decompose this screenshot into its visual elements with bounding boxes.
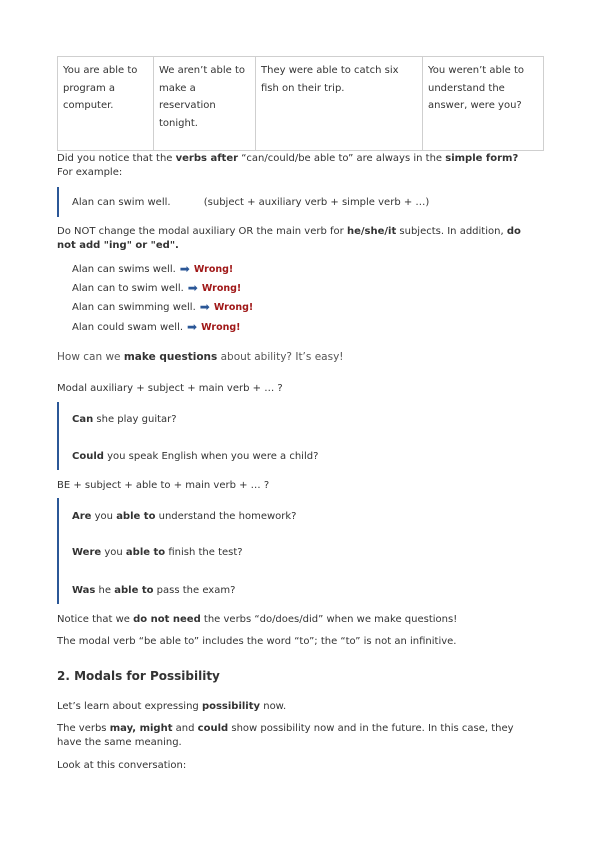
quote-bar bbox=[57, 402, 59, 470]
text: he bbox=[95, 585, 115, 596]
section-heading: 2. Modals for Possibility bbox=[57, 669, 220, 683]
bold-text: do not need bbox=[133, 614, 201, 625]
text: she play guitar? bbox=[93, 414, 177, 425]
wrong-sentence: Alan could swam well. bbox=[72, 322, 184, 333]
text: understand the homework? bbox=[155, 511, 297, 522]
text: the verbs “do/does/did” when we make questions! bbox=[200, 614, 458, 625]
bold-text: Was bbox=[72, 585, 96, 596]
rule-paragraph bbox=[57, 225, 537, 253]
bold-text: possibility bbox=[201, 701, 261, 712]
text: For example: bbox=[57, 167, 123, 178]
text: Do NOT change the modal auxiliary OR the main verb for bbox=[57, 226, 347, 237]
table-cell: They were able to catch six fish on their trip. bbox=[256, 57, 423, 151]
wrong-label: Wrong! bbox=[201, 283, 242, 294]
text: about ability? It’s easy! bbox=[217, 351, 344, 363]
bold-text: Are bbox=[72, 511, 92, 522]
notice-be-able-to: The modal verb “be able to” includes the word “to”; the “to” is not an infinitive. bbox=[57, 636, 457, 647]
text: show possibility now and in the future. In this case, they have the same meaning. bbox=[57, 723, 514, 748]
bold-text: able to bbox=[116, 511, 156, 522]
be-question bbox=[72, 546, 243, 559]
bold-text: able to bbox=[114, 585, 154, 596]
text: Notice that we bbox=[57, 614, 134, 625]
text: you bbox=[91, 511, 117, 522]
be-question bbox=[72, 510, 296, 523]
example-formula: (subject + auxiliary verb + simple verb + …) bbox=[203, 197, 430, 208]
text: The verbs bbox=[57, 723, 110, 734]
text: How can we bbox=[57, 351, 124, 363]
look-line: Look at this conversation: bbox=[57, 760, 187, 771]
wrong-label: Wrong! bbox=[201, 322, 241, 333]
text: and bbox=[172, 723, 198, 734]
bold-text: may, might bbox=[109, 723, 173, 734]
be-question-formula: BE + subject + able to + main verb + … ? bbox=[57, 480, 270, 491]
wrong-sentence: Alan can swims well. bbox=[72, 264, 176, 275]
wrong-example bbox=[72, 262, 233, 276]
text: you speak English when you were a child? bbox=[103, 451, 319, 462]
modal-question bbox=[72, 413, 177, 426]
bold-text: make questions bbox=[123, 351, 218, 363]
quote-bar bbox=[57, 187, 59, 217]
wrong-example bbox=[72, 300, 253, 314]
verbs-paragraph bbox=[57, 722, 532, 750]
quote-bar bbox=[57, 498, 59, 604]
notice-paragraph bbox=[57, 152, 537, 180]
be-question bbox=[72, 584, 235, 597]
example-line bbox=[72, 196, 429, 209]
text: you bbox=[101, 547, 126, 558]
right-arrow-icon: ➡ bbox=[179, 262, 190, 276]
example-sentence: Alan can swim well. bbox=[72, 197, 171, 208]
modal-question bbox=[72, 450, 318, 463]
right-arrow-icon: ➡ bbox=[187, 281, 198, 295]
text: Did you notice that the bbox=[57, 153, 176, 164]
table-cell: You weren’t able to understand the answer, were you? bbox=[423, 57, 544, 151]
possibility-intro bbox=[57, 700, 286, 713]
bold-text: verbs after bbox=[175, 153, 239, 164]
text: subjects. In addition, bbox=[396, 226, 507, 237]
bold-text: Can bbox=[72, 414, 94, 425]
wrong-example bbox=[72, 320, 241, 334]
text: Let’s learn about expressing bbox=[57, 701, 202, 712]
bold-text: he/she/it bbox=[346, 226, 397, 237]
text: pass the exam? bbox=[153, 585, 236, 596]
bold-text: Were bbox=[72, 547, 102, 558]
wrong-sentence: Alan can to swim well. bbox=[72, 283, 184, 294]
bold-text: simple form? bbox=[445, 153, 519, 164]
right-arrow-icon: ➡ bbox=[199, 300, 210, 314]
wrong-label: Wrong! bbox=[193, 264, 234, 275]
modal-question-formula: Modal auxiliary + subject + main verb + … ? bbox=[57, 383, 283, 394]
text: now. bbox=[260, 701, 287, 712]
wrong-example bbox=[72, 281, 241, 295]
wrong-sentence: Alan can swimming well. bbox=[72, 302, 196, 313]
table-cell: You are able to program a computer. bbox=[58, 57, 154, 151]
text: finish the test? bbox=[165, 547, 243, 558]
bold-text: Could bbox=[72, 451, 104, 462]
notice-no-do bbox=[57, 613, 457, 626]
examples-table bbox=[57, 56, 544, 151]
bold-text: could bbox=[197, 723, 229, 734]
right-arrow-icon: ➡ bbox=[187, 320, 198, 334]
table-row bbox=[58, 57, 544, 151]
text: “can/could/be able to” are always in the bbox=[238, 153, 446, 164]
table-cell: We aren’t able to make a reservation tonight. bbox=[154, 57, 256, 151]
bold-text: do not add "ing" or "ed". bbox=[57, 226, 521, 251]
bold-text: able to bbox=[125, 547, 166, 558]
questions-lead bbox=[57, 351, 344, 364]
wrong-label: Wrong! bbox=[213, 302, 254, 313]
